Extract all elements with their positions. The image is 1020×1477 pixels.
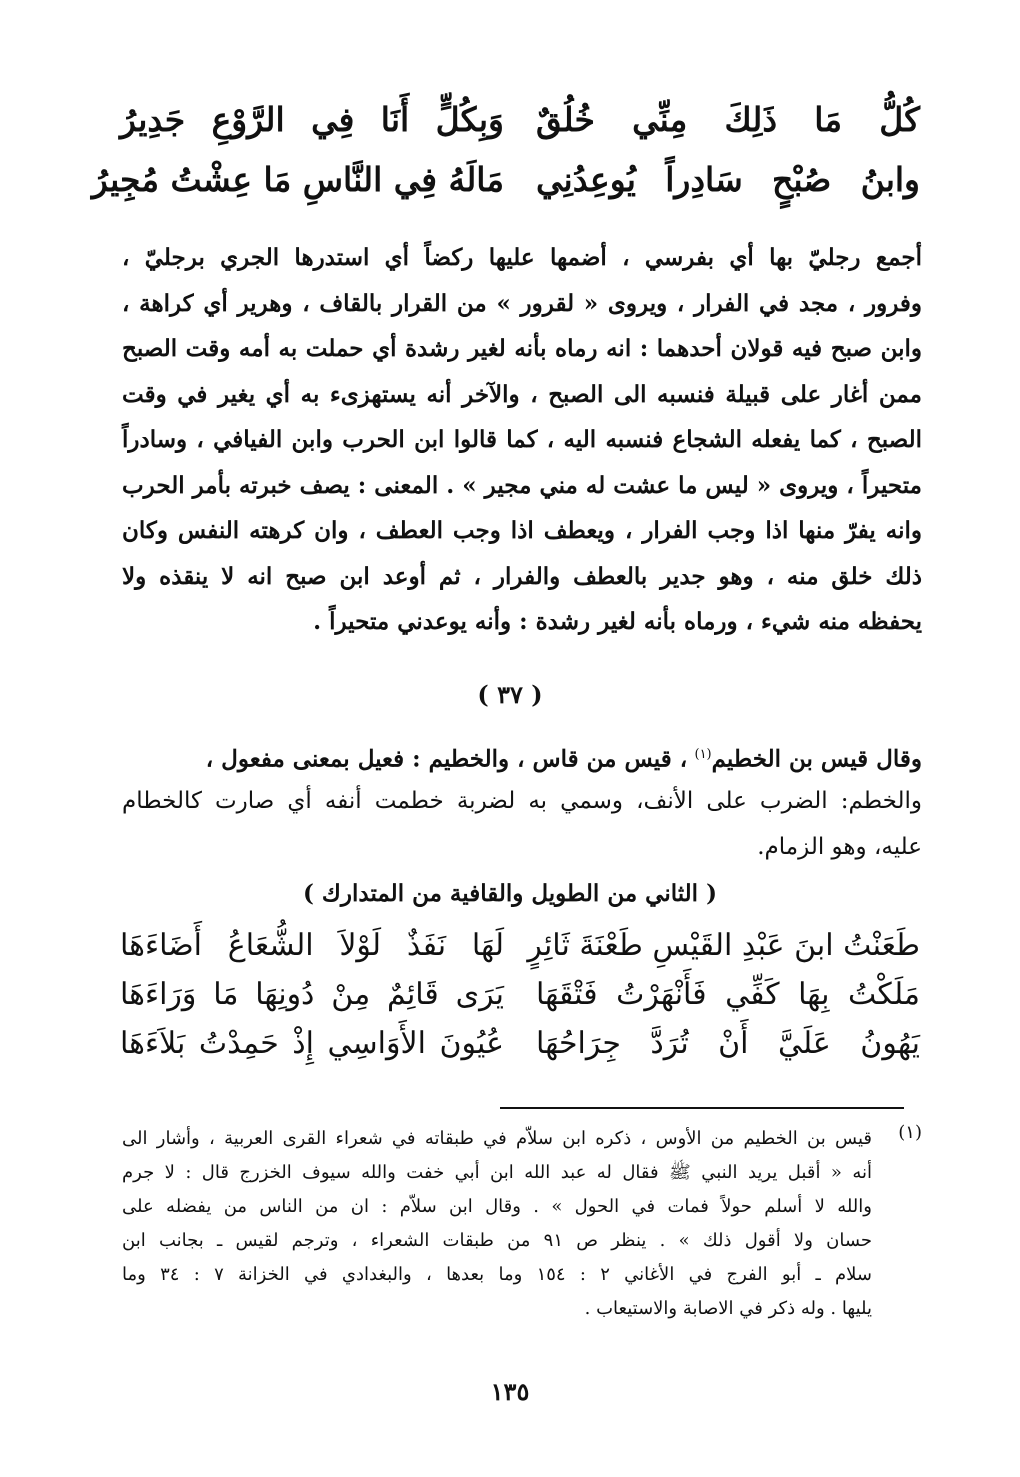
opening-verses [91,100,920,220]
first-hemistich: مَلَكْتُ بِهَا كَفِّي فَأَنْهَرْتُ فَتْقَهَا [536,977,920,1012]
verse-line [120,928,920,977]
footnote-reference[interactable]: (١) [694,747,712,762]
commentary-line: ذلك خلق منه ، وهو جدير بالعطف والفرار ، ثم أوعد ابن صبح انه لا ينقذه ولا [122,562,922,590]
page-number: ١٣٥ [490,1377,530,1406]
first-hemistich: كُلُّ مَا ذَلِكَ مِنِّي خُلُقٌ [536,100,920,139]
verse-line [91,160,920,220]
second-hemistich: عُيُونَ الأَوَاسِي إِذْ حَمِدْتُ بَلاَءَهَا [120,1026,504,1061]
footnote-body [122,1122,872,1326]
intro-line: عليه، وهو الزمام. [757,834,922,860]
intro-text: ، قيس من قاس ، والخطيم : فعيل بمعنى مفعول ، [205,745,688,773]
commentary-line: متحيراً ، ويروى « ليس ما عشت له مني مجير » . المعنى : يصف خبرته بأمر الحرب [122,471,922,499]
meter-heading: ( الثاني من الطويل والقافية من المتدارك ) [303,880,717,907]
poem-verses [120,928,920,1075]
commentary-line: وفرور ، مجد في الفرار ، ويروى « لقرور » من القرار بالقاف ، وهرير أي كراهة ، [122,289,922,317]
footnote-divider [500,1107,904,1109]
commentary-line: وانه يفرّ منها اذا وجب الفرار ، ويعطف اذا وجب العطف ، وان كرهته النفس وكان [122,517,922,544]
second-hemistich: مَالَهُ فِي النَّاسِ مَا عِشْتُ مُجِيرُ [91,160,504,199]
footnote-line: حسان ولا أقول ذلك » . ينظر ص ٩١ من طبقات الشعراء ، وترجم لقيس ـ بجانب ابن [122,1230,873,1251]
second-hemistich: لَهَا نَفَذٌ لَوْلاَ الشُّعَاعُ أَضَاءَهَا [120,928,504,963]
commentary-line: يحفظه منه شيء ، ورماه بأنه لغير رشدة : وأنه يوعدني متحيراً . [313,608,922,635]
poet-name: وقال قيس بن الخطيم [711,745,922,773]
commentary-line: ممن أغار على قبيلة فنسبه الى الصبح ، والآخر أنه يستهزىء به أي يغير في وقت [122,380,922,408]
verse-line [120,977,920,1026]
footnote-line: والله لا أسلم حولاً فمات في الحول » . وقال ابن سلاّم : ان من الناس من يفضله على [122,1196,872,1217]
footnote [122,1122,922,1326]
second-hemistich: يَرَى قَائِمٌ مِنْ دُونِهَا مَا وَرَاءَهَا [120,977,504,1012]
first-hemistich: يَهُونُ عَلَيَّ أَنْ تُرَدَّ جِرَاحُهَا [536,1026,920,1061]
commentary-line: أجمع رجليّ بها أي بفرسي ، أضمها عليها ركضاً أي استدرها الجري برجليّ ، [122,244,922,271]
commentary-line: الصبح ، كما يفعله الشجاع فنسبه اليه ، كما قالوا ابن الحرب وابن الفيافي ، وسادراً [122,426,922,453]
intro-line [122,732,922,778]
footnote-line: أنه « أقبل يريد النبي ﷺ فقال له عبد الله ابن أبي خفت والله سيوف الخزرج قال : لا جرم [122,1162,872,1183]
first-hemistich: طَعَنْتُ ابنَ عَبْدِ القَيْسِ طَعْنَةَ ثَائِرٍ [527,928,920,963]
footnote-line: قيس بن الخطيم من الأوس ، ذكره ابن سلاّم في طبقاته في شعراء القرى العربية ، وأشار الى [122,1128,872,1149]
first-hemistich: وابنُ صُبْحٍ سَادِراً يُوعِدُنِي [536,160,920,199]
commentary-paragraph [122,235,922,645]
second-hemistich: وَبِكُلٍّ أَنَا فِي الرَّوْعِ جَدِيرُ [120,100,504,139]
poem-introduction [122,732,922,870]
section-number: ( ٣٧ ) [477,680,543,709]
footnote-line: سلام ـ أبو الفرج في الأغاني ٢ : ١٥٤ وما بعدها ، والبغدادي في الخزانة ٧ : ٣٤ وما [122,1264,872,1285]
footnote-marker: (١) [898,1122,922,1143]
intro-line: والخطم: الضرب على الأنف، وسمي به لضربة خطمت أنفه أي صارت كالخطام [122,788,922,814]
verse-line [120,100,920,160]
commentary-line: وابن صبح فيه قولان أحدهما : انه رماه بأنه لغير رشدة أي حملت به أمه وقت الصبح [122,335,922,362]
footnote-line: يليها . وله ذكر في الاصابة والاستيعاب . [584,1298,872,1319]
verse-line [120,1026,920,1075]
